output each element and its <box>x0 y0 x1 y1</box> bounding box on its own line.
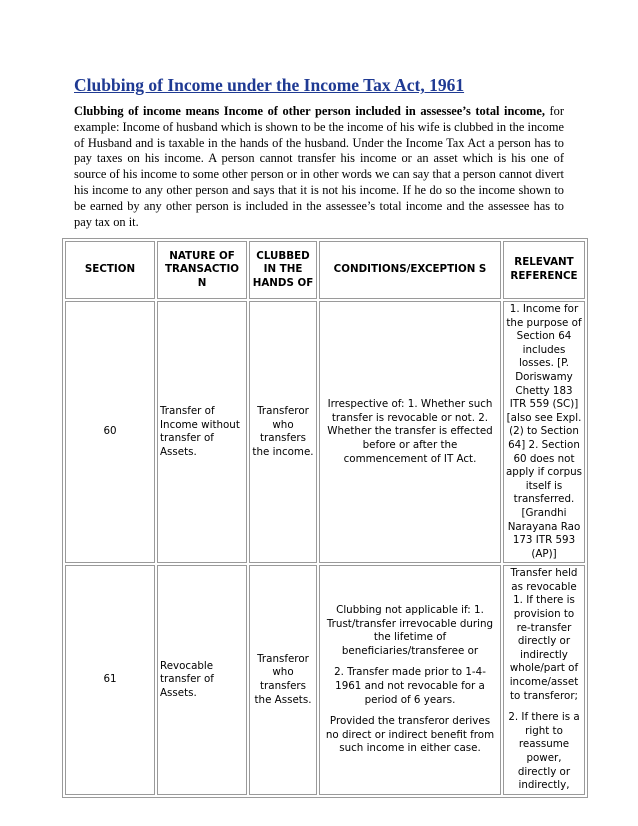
condition-text: 2. Transfer made prior to 1-4-1961 and not revocable for a period of 6 years. <box>334 666 486 706</box>
cell-clubbed: Transferor who transfers the income. <box>249 301 317 563</box>
condition-text: Irrespective of: 1. Whether such transfer is revocable or not. 2. Whether the transfer is effected before or after the commencement of IT Act. <box>327 398 493 465</box>
cell-conditions <box>319 301 501 563</box>
condition-text: Provided the transferor derives no direct or indirect benefit from such income in either case. <box>325 715 495 755</box>
cell-reference <box>503 565 585 795</box>
document-page <box>74 74 564 230</box>
intro-paragraph <box>74 104 564 230</box>
header-nature: NATURE OF TRANSACTIO N <box>157 241 247 299</box>
table-header-row <box>65 241 585 299</box>
table-row <box>65 565 585 795</box>
intro-bold-text: Clubbing of income means Income of other person included in assessee’s total income, <box>74 104 545 118</box>
page-title: Clubbing of Income under the Income Tax Act, 1961 <box>74 75 465 95</box>
cell-reference <box>503 301 585 563</box>
cell-nature: Transfer of Income without transfer of Assets. <box>157 301 247 563</box>
header-section: SECTION <box>65 241 155 299</box>
reference-text: Transfer held as revocable 1. If there is provision to re-transfer directly or indirectly whole/part of income/asset to transferor; <box>509 567 579 702</box>
header-clubbed: CLUBBED IN THE HANDS OF <box>249 241 317 299</box>
reference-text: 2. If there is a right to reassume power, directly or indirectly, <box>508 711 580 792</box>
clubbing-table <box>62 238 588 798</box>
condition-text: Clubbing not applicable if: 1. Trust/transfer irrevocable during the lifetime of beneficiaries/transferee or <box>326 604 494 657</box>
cell-clubbed: Transferor who transfers the Assets. <box>249 565 317 795</box>
intro-body-text: for example: Income of husband which is shown to be the income of his wife is clubbed in the income of Husband and is taxable in the hands of the husband. Under the Income Tax Act a person has to pay taxes on his income. A person cannot transfer his income or an asset which is his one of source of his income to some other person or in other words we can say that a person cannot divert his income to any other person and says that it is not his income. If he do so the income shown to be earned by any other person is included in the assessee’s total income and the assessee has to pay tax on it. <box>74 104 565 229</box>
cell-nature: Revocable transfer of Assets. <box>157 565 247 795</box>
header-conditions: CONDITIONS/EXCEPTION S <box>319 241 501 299</box>
cell-conditions <box>319 565 501 795</box>
cell-section: 60 <box>65 301 155 563</box>
reference-text: 1. Income for the purpose of Section 64 includes losses. [P. Doriswamy Chetty 183 ITR 559 (SC)] [also see Expl. (2) to Section 64] 2. Section 60 does not apply if corpus itself is transferred. [Grandhi Narayana Rao 173 ITR 593 (AP)] <box>506 303 582 560</box>
header-reference: RELEVANT REFERENCE <box>503 241 585 299</box>
cell-section: 61 <box>65 565 155 795</box>
table-row <box>65 301 585 563</box>
